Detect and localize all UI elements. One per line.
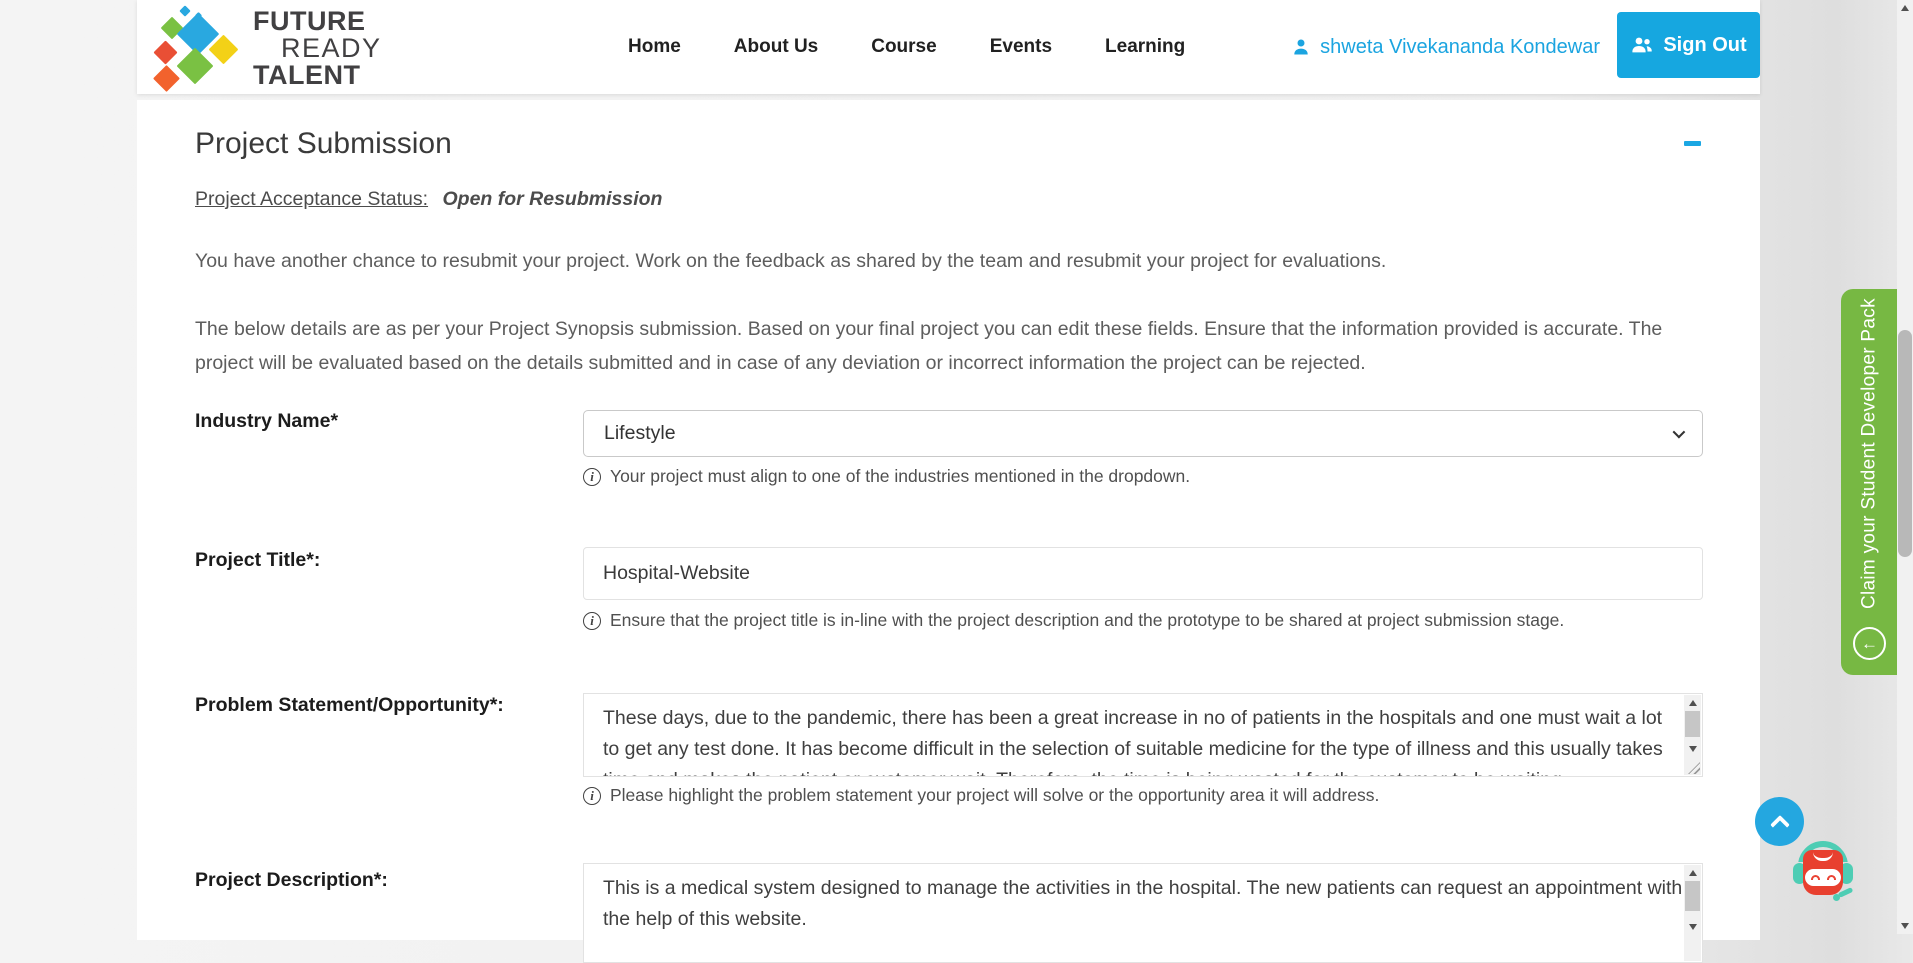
scrollbar-up-arrow[interactable]	[1684, 865, 1701, 880]
project-title-help	[583, 610, 1564, 631]
minus-icon	[1684, 141, 1701, 146]
chat-widget-button[interactable]	[1788, 837, 1858, 907]
logo-tile	[179, 5, 190, 16]
logo-tile	[153, 40, 177, 64]
project-title-label: Project Title*:	[195, 549, 321, 571]
chevron-up-icon	[1770, 814, 1790, 834]
project-description-label: Project Description*:	[195, 869, 388, 891]
page-scrollbar[interactable]	[1897, 0, 1913, 934]
scrollbar-up-arrow[interactable]	[1901, 5, 1909, 11]
logo-text-talent: TALENT	[253, 60, 361, 90]
acceptance-status-value: Open for Resubmission	[442, 188, 663, 210]
problem-statement-help	[583, 785, 1379, 806]
logo-text	[253, 7, 382, 89]
problem-statement-textarea[interactable]	[584, 694, 1683, 776]
info-icon: i	[583, 468, 601, 486]
logo-tile	[153, 65, 180, 92]
industry-help	[583, 466, 1190, 487]
project-description-textarea[interactable]	[584, 864, 1683, 962]
logo-text-future: FUTURE	[253, 6, 366, 36]
textarea-scrollbar[interactable]	[1684, 695, 1701, 775]
intro-text-2: The below details are as per your Project Synopsis submission. Based on your final project you can edit these fields. Ensure that the information provided is accurate. The project will be evaluated based on the details submitted and in case of any deviation or incorrect information the project can be rejected.	[195, 318, 1663, 374]
user-name[interactable]: shweta Vivekananda Kondewar	[1320, 35, 1600, 58]
chevron-down-icon	[1673, 426, 1686, 439]
acceptance-status	[195, 188, 662, 211]
nav-item-learning[interactable]: Learning	[1105, 36, 1186, 57]
users-icon	[1630, 33, 1654, 57]
scrollbar-down-arrow[interactable]	[1684, 741, 1701, 756]
problem-statement-field	[583, 693, 1703, 777]
project-description-field	[583, 863, 1703, 963]
student-pack-banner[interactable]	[1841, 289, 1898, 675]
problem-statement-label: Problem Statement/Opportunity*:	[195, 694, 504, 716]
textarea-scrollbar[interactable]	[1684, 865, 1701, 961]
student-pack-banner-label: Claim your Student Developer Pack	[1858, 298, 1880, 610]
sign-out-button[interactable]	[1617, 12, 1760, 78]
project-title-help-text: Ensure that the project title is in-line with the project description and the prototype to be shared at project submission stage.	[610, 610, 1565, 630]
scrollbar-down-arrow[interactable]	[1901, 923, 1909, 929]
scrollbar-thumb[interactable]	[1685, 711, 1700, 737]
collapse-panel-button[interactable]	[1677, 130, 1707, 156]
nav-item-home[interactable]: Home	[628, 36, 681, 57]
intro-text-1: You have another chance to resubmit your project. Work on the feedback as shared by the team and resubmit your project for evaluations.	[195, 250, 1387, 272]
scrollbar-thumb[interactable]	[1898, 330, 1912, 557]
industry-help-text: Your project must align to one of the industries mentioned in the dropdown.	[610, 466, 1191, 486]
acceptance-status-label: Project Acceptance Status:	[195, 188, 429, 210]
scrollbar-thumb[interactable]	[1685, 881, 1700, 911]
nav-item-events[interactable]: Events	[989, 36, 1053, 57]
main-nav	[628, 0, 1185, 94]
info-icon: i	[583, 612, 601, 630]
logo-tile	[177, 48, 214, 85]
page-title: Project Submission	[195, 127, 452, 160]
user-icon	[1291, 37, 1311, 57]
scrollbar-down-arrow[interactable]	[1684, 919, 1701, 934]
industry-select[interactable]	[583, 410, 1703, 457]
scrollbar-up-arrow[interactable]	[1684, 695, 1701, 710]
header	[137, 0, 1760, 94]
logo-mosaic-icon	[155, 7, 243, 87]
nav-item-about-us[interactable]: About Us	[733, 36, 819, 57]
industry-name-label: Industry Name*	[195, 410, 339, 432]
project-submission-panel	[137, 100, 1760, 940]
logo[interactable]	[155, 7, 382, 89]
nav-item-course[interactable]: Course	[871, 36, 937, 57]
user-menu[interactable]	[1291, 0, 1600, 94]
sign-out-label: Sign Out	[1663, 33, 1747, 56]
project-title-input[interactable]	[583, 547, 1703, 600]
left-arrow-icon: ←	[1853, 627, 1886, 660]
info-icon: i	[583, 787, 601, 805]
logo-text-ready: READY	[281, 33, 382, 63]
problem-statement-help-text: Please highlight the problem statement your project will solve or the opportunity area it will address.	[610, 785, 1380, 805]
industry-select-value: Lifestyle	[604, 422, 676, 444]
